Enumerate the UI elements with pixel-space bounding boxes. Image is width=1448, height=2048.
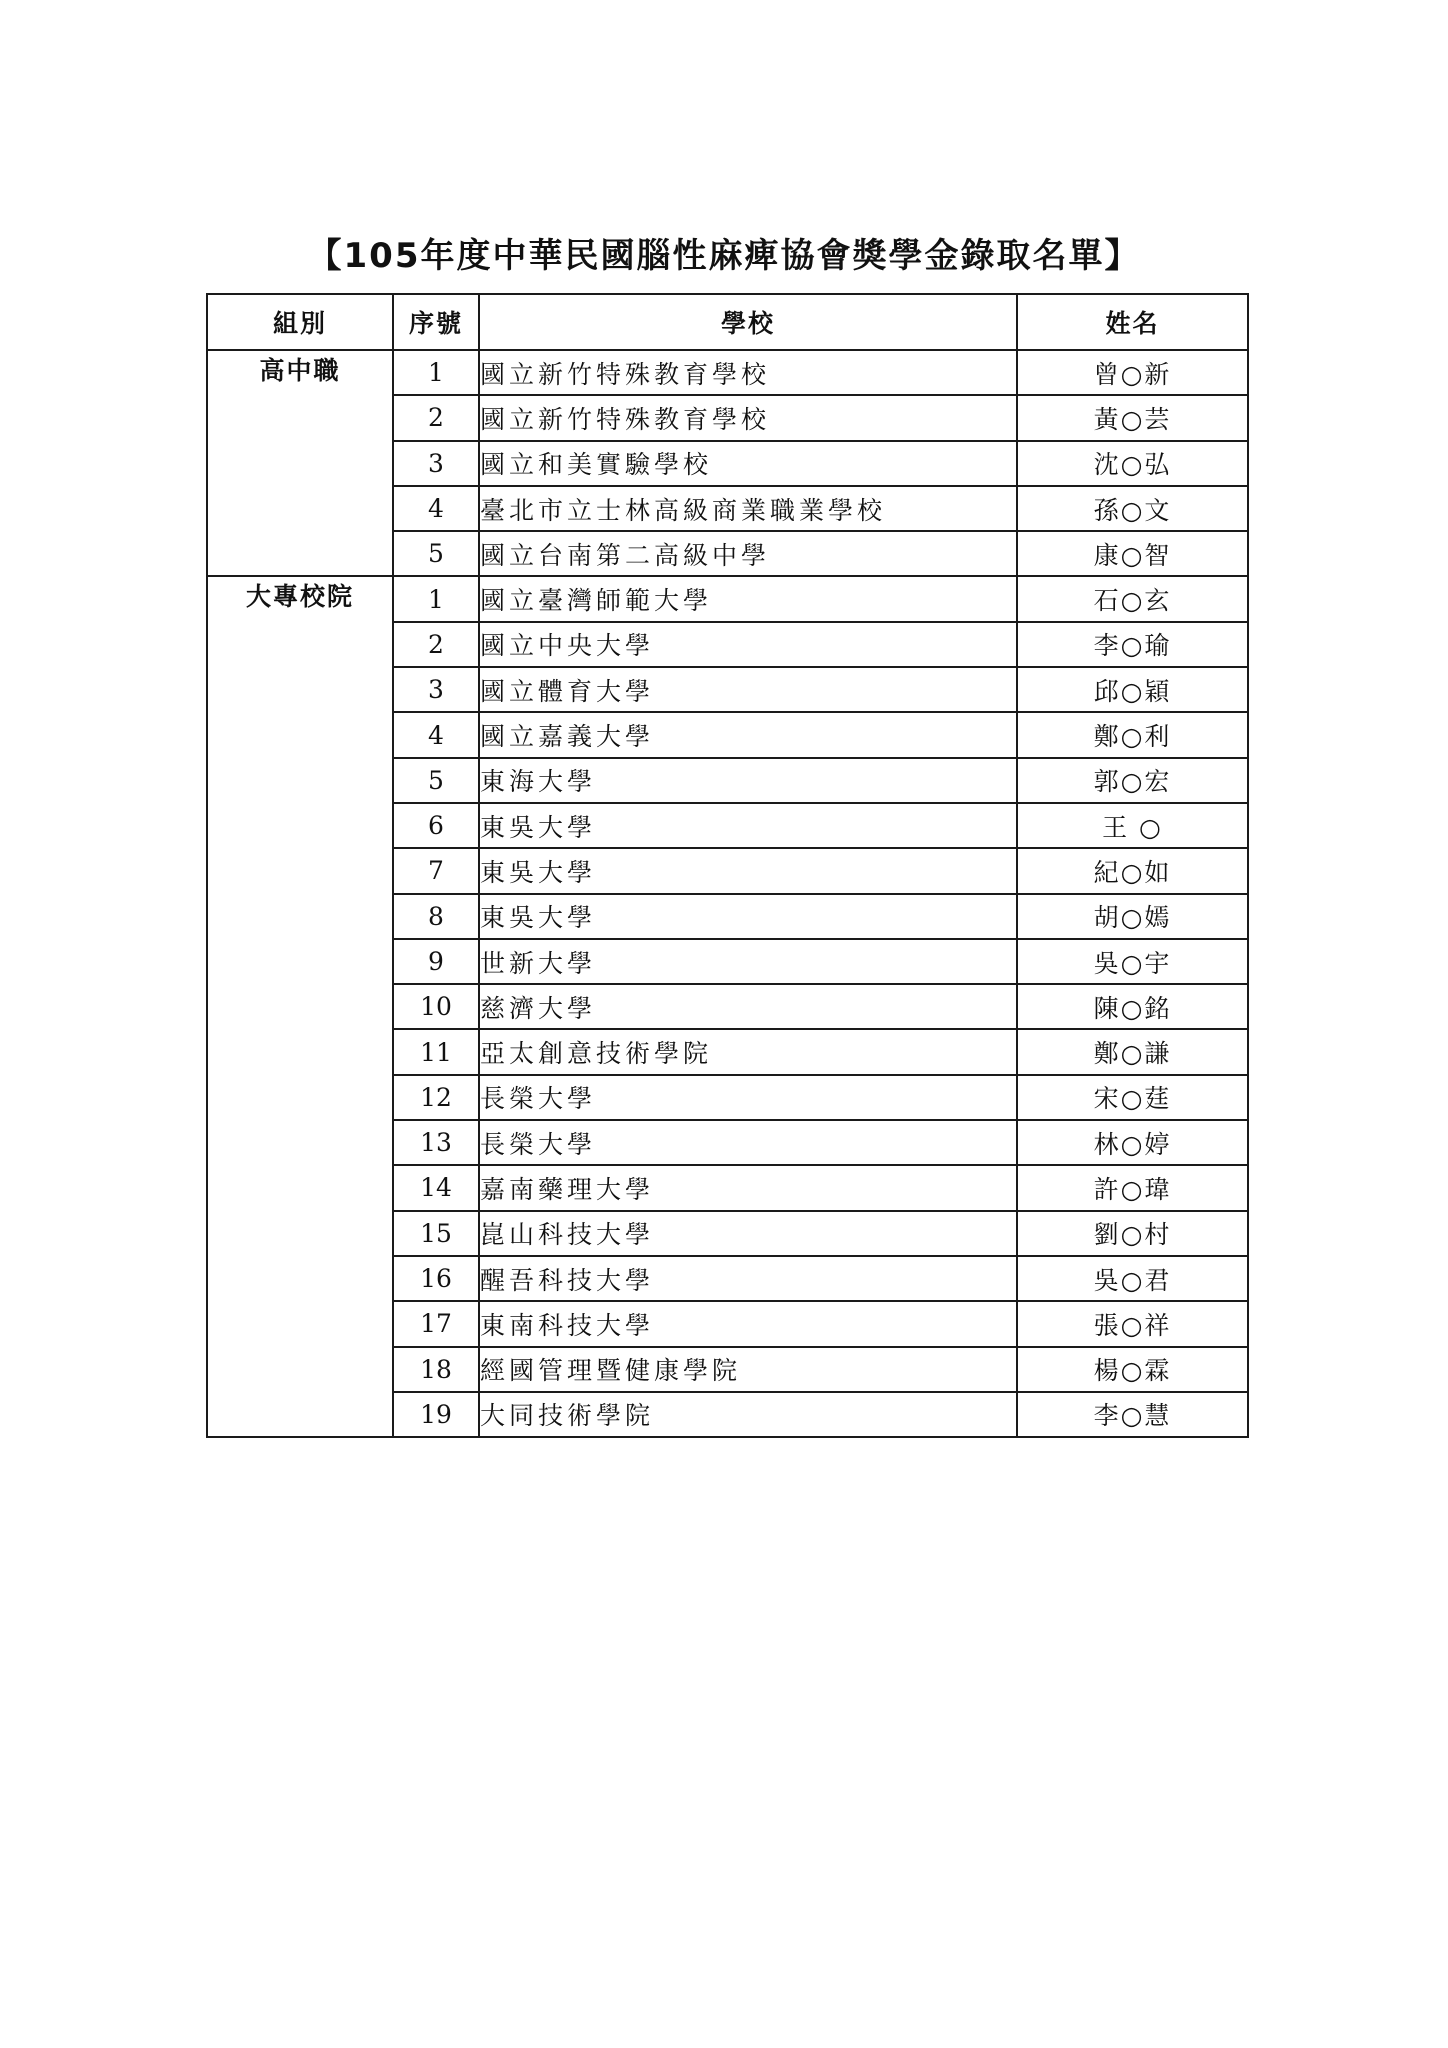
school-name: 世新大學: [479, 939, 1017, 984]
group-label: 大專校院: [207, 576, 393, 1437]
student-name: 紀○如: [1017, 848, 1248, 893]
row-number: 1: [393, 350, 479, 395]
row-number: 18: [393, 1347, 479, 1392]
student-name: 劉○村: [1017, 1211, 1248, 1256]
student-name: 李○慧: [1017, 1392, 1248, 1437]
header-no: 序號: [393, 294, 479, 350]
school-name: 國立新竹特殊教育學校: [479, 350, 1017, 395]
row-number: 17: [393, 1301, 479, 1346]
school-name: 醒吾科技大學: [479, 1256, 1017, 1301]
school-name: 亞太創意技術學院: [479, 1029, 1017, 1074]
row-number: 3: [393, 667, 479, 712]
student-name: 石○玄: [1017, 576, 1248, 621]
table-body: [207, 350, 1248, 1437]
row-number: 6: [393, 803, 479, 848]
student-name: 鄭○利: [1017, 712, 1248, 757]
scholarship-table: [206, 293, 1249, 1438]
student-name: 王 ○: [1017, 803, 1248, 848]
student-name: 宋○莛: [1017, 1075, 1248, 1120]
row-number: 9: [393, 939, 479, 984]
school-name: 長榮大學: [479, 1075, 1017, 1120]
row-number: 11: [393, 1029, 479, 1074]
school-name: 慈濟大學: [479, 984, 1017, 1029]
row-number: 16: [393, 1256, 479, 1301]
row-number: 5: [393, 758, 479, 803]
row-number: 14: [393, 1165, 479, 1210]
student-name: 鄭○謙: [1017, 1029, 1248, 1074]
school-name: 國立中央大學: [479, 622, 1017, 667]
student-name: 陳○銘: [1017, 984, 1248, 1029]
school-name: 崑山科技大學: [479, 1211, 1017, 1256]
student-name: 黃○芸: [1017, 395, 1248, 440]
school-name: 國立體育大學: [479, 667, 1017, 712]
row-number: 19: [393, 1392, 479, 1437]
school-name: 長榮大學: [479, 1120, 1017, 1165]
page-title: 【105年度中華民國腦性麻痺協會獎學金錄取名單】: [307, 236, 1141, 276]
student-name: 胡○嫣: [1017, 894, 1248, 939]
school-name: 東吳大學: [479, 848, 1017, 893]
school-name: 國立嘉義大學: [479, 712, 1017, 757]
student-name: 孫○文: [1017, 486, 1248, 531]
student-name: 郭○宏: [1017, 758, 1248, 803]
student-name: 楊○霖: [1017, 1347, 1248, 1392]
group-label: 高中職: [207, 350, 393, 576]
school-name: 國立新竹特殊教育學校: [479, 395, 1017, 440]
row-number: 4: [393, 712, 479, 757]
row-number: 1: [393, 576, 479, 621]
row-number: 8: [393, 894, 479, 939]
school-name: 國立台南第二高級中學: [479, 531, 1017, 576]
row-number: 15: [393, 1211, 479, 1256]
table-row: [207, 576, 1248, 621]
student-name: 吳○君: [1017, 1256, 1248, 1301]
row-number: 2: [393, 395, 479, 440]
student-name: 曾○新: [1017, 350, 1248, 395]
student-name: 吳○宇: [1017, 939, 1248, 984]
school-name: 東海大學: [479, 758, 1017, 803]
school-name: 大同技術學院: [479, 1392, 1017, 1437]
student-name: 李○瑜: [1017, 622, 1248, 667]
row-number: 13: [393, 1120, 479, 1165]
header-name: 姓名: [1017, 294, 1248, 350]
header-group: 組別: [207, 294, 393, 350]
student-name: 邱○穎: [1017, 667, 1248, 712]
school-name: 臺北市立士林高級商業職業學校: [479, 486, 1017, 531]
school-name: 嘉南藥理大學: [479, 1165, 1017, 1210]
table-row: [207, 350, 1248, 395]
student-name: 許○瑋: [1017, 1165, 1248, 1210]
row-number: 12: [393, 1075, 479, 1120]
school-name: 經國管理暨健康學院: [479, 1347, 1017, 1392]
school-name: 國立臺灣師範大學: [479, 576, 1017, 621]
table-header-row: [207, 294, 1248, 350]
student-name: 沈○弘: [1017, 441, 1248, 486]
row-number: 3: [393, 441, 479, 486]
student-name: 康○智: [1017, 531, 1248, 576]
header-school: 學校: [479, 294, 1017, 350]
student-name: 林○婷: [1017, 1120, 1248, 1165]
school-name: 東南科技大學: [479, 1301, 1017, 1346]
row-number: 4: [393, 486, 479, 531]
school-name: 國立和美實驗學校: [479, 441, 1017, 486]
school-name: 東吳大學: [479, 803, 1017, 848]
row-number: 7: [393, 848, 479, 893]
row-number: 2: [393, 622, 479, 667]
school-name: 東吳大學: [479, 894, 1017, 939]
row-number: 10: [393, 984, 479, 1029]
row-number: 5: [393, 531, 479, 576]
student-name: 張○祥: [1017, 1301, 1248, 1346]
